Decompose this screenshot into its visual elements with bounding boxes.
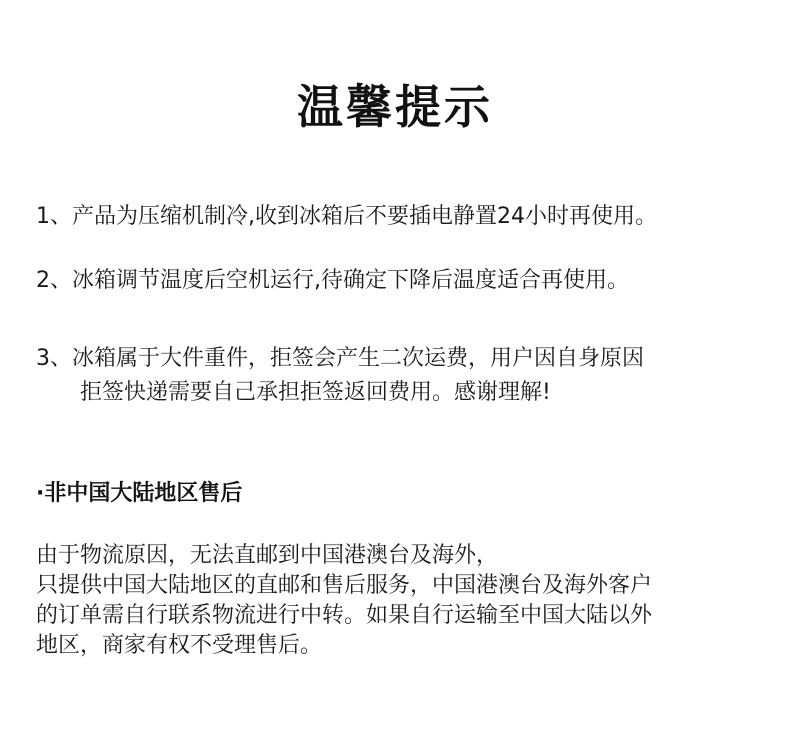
after-sales-line: 由于物流原因，无法直邮到中国港澳台及海外， [36, 543, 499, 568]
after-sales-line: 地区，商家有权不受理售后。 [36, 633, 323, 658]
notice-item [36, 266, 629, 296]
notice-number: 1、 [36, 204, 72, 229]
after-sales-line: 的订单需自行联系物流进行中转。如果自行运输至中国大陆以外 [36, 603, 653, 628]
notice-text: 冰箱属于大件重件，拒签会产生二次运费，用户因自身原因 [72, 346, 645, 371]
page-title: 温馨提示 [297, 80, 493, 134]
after-sales-line: 只提供中国大陆地区的直邮和售后服务，中国港澳台及海外客户 [36, 573, 653, 598]
after-sales-body [36, 541, 652, 661]
notice-number: 2、 [36, 268, 72, 293]
notice-number: 3、 [36, 346, 72, 371]
notice-item [36, 344, 644, 408]
notice-item [36, 202, 657, 232]
after-sales-heading: ·非中国大陆地区售后 [36, 481, 243, 506]
notice-text: 产品为压缩机制冷,收到冰箱后不要插电静置24小时再使用。 [72, 204, 657, 229]
notice-text: 冰箱调节温度后空机运行,待确定下降后温度适合再使用。 [72, 268, 629, 293]
notice-text-continuation: 拒签快递需要自己承担拒签返回费用。感谢理解! [80, 380, 551, 405]
